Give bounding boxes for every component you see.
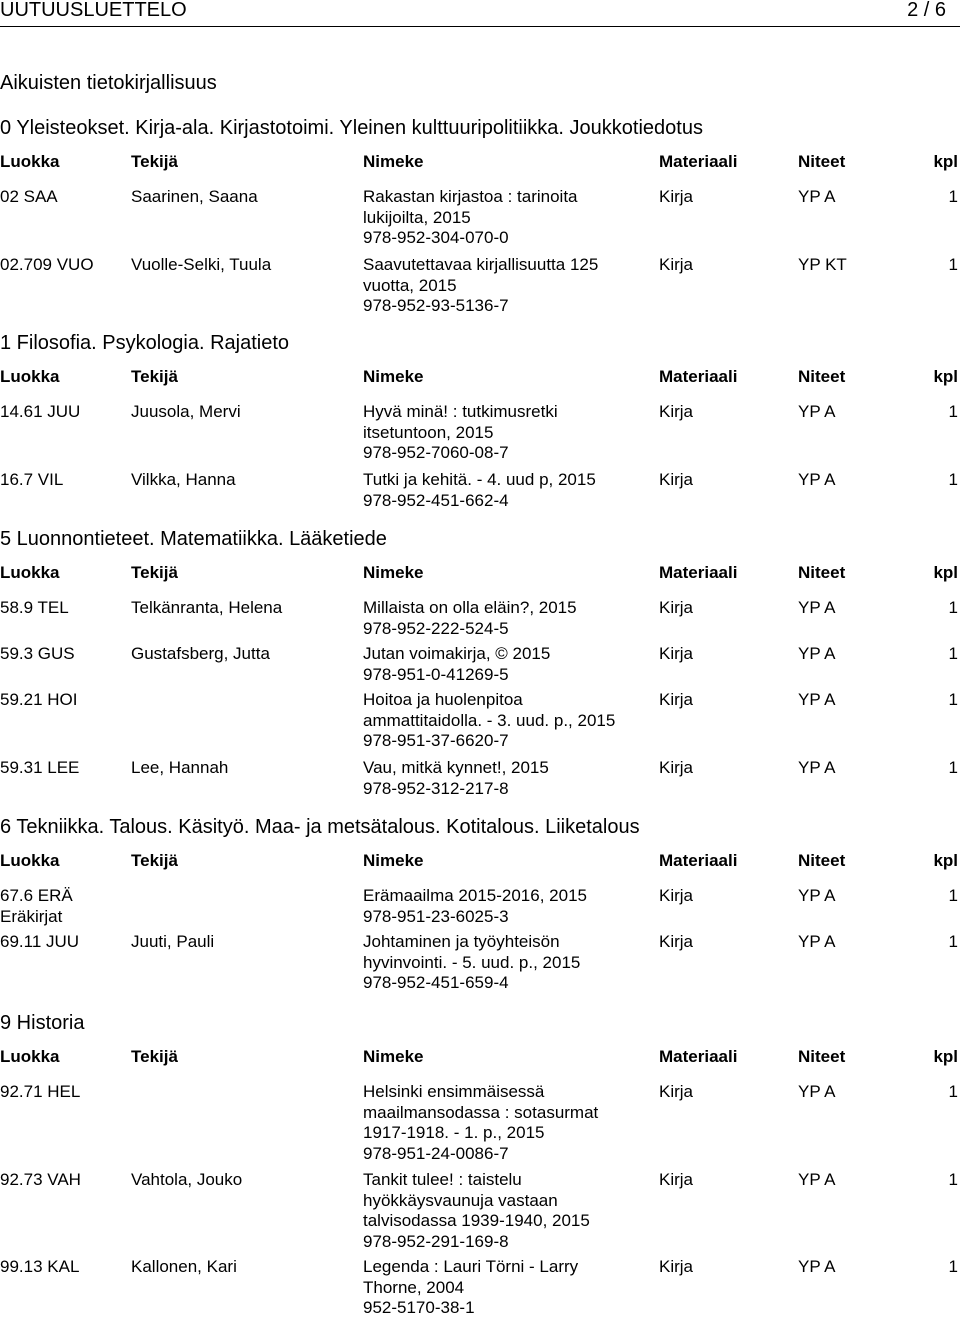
nimeke: Hoitoa ja huolenpitoa ammattitaidolla. - 3. uud. p., 2015 — [363, 690, 616, 730]
isbn: 978-952-304-070-0 — [363, 228, 509, 248]
nimeke-block — [363, 187, 633, 249]
kpl: 1 — [948, 932, 958, 951]
column-materiaali: Materiaali — [659, 563, 738, 582]
niteet: YP A — [798, 644, 836, 663]
luokka: 58.9 TEL — [0, 598, 69, 617]
isbn: 978-952-291-169-8 — [363, 1231, 509, 1251]
materiaali: Kirja — [659, 255, 694, 274]
nimeke: Tutki ja kehitä. - 4. uud p, 2015 — [363, 470, 596, 489]
column-niteet: Niteet — [798, 851, 846, 870]
section-title: 6 Tekniikka. Talous. Käsityö. Maa- ja metsätalous. Kotitalous. Liiketalous — [0, 816, 640, 838]
column-nimeke: Nimeke — [363, 1047, 424, 1066]
kpl: 1 — [948, 402, 958, 421]
tekija: Telkänranta, Helena — [131, 598, 283, 617]
column-luokka: Luokka — [0, 1047, 60, 1066]
kpl: 1 — [948, 1082, 958, 1101]
header-divider — [0, 26, 960, 27]
column-kpl: kpl — [933, 367, 958, 386]
isbn: 978-952-451-659-4 — [363, 973, 509, 993]
column-kpl: kpl — [933, 1047, 958, 1066]
section-title: 1 Filosofia. Psykologia. Rajatieto — [0, 332, 290, 354]
nimeke: Tankit tulee! : taistelu hyökkäysvaunuja vastaan talvisodassa 1939-1940, 2015 — [363, 1170, 590, 1231]
page-number: 2 / 6 — [907, 0, 946, 21]
section-title: 0 Yleisteokset. Kirja-ala. Kirjastotoimi. Yleinen kulttuuripolitiikka. Joukkotiedotus — [0, 117, 703, 139]
isbn: 978-951-37-6620-7 — [363, 731, 509, 751]
kpl: 1 — [948, 886, 958, 905]
materiaali: Kirja — [659, 886, 694, 905]
column-tekija: Tekijä — [131, 563, 178, 582]
luokka: 59.21 HOI — [0, 690, 78, 709]
tekija: Kallonen, Kari — [131, 1257, 237, 1276]
column-luokka: Luokka — [0, 152, 60, 171]
materiaali: Kirja — [659, 758, 694, 777]
nimeke: Helsinki ensimmäisessä maailmansodassa : sotasurmat 1917-1918. - 1. p., 2015 — [363, 1082, 599, 1143]
nimeke-block — [363, 470, 633, 511]
luokka: 92.73 VAH — [0, 1170, 81, 1189]
nimeke-block — [363, 255, 633, 317]
nimeke-block — [363, 886, 633, 927]
luokka: 59.3 GUS — [0, 644, 75, 663]
column-luokka: Luokka — [0, 851, 60, 870]
nimeke: Legenda : Lauri Törni - Larry Thorne, 2004 — [363, 1257, 579, 1297]
tekija: Vuolle-Selki, Tuula — [131, 255, 272, 274]
materiaali: Kirja — [659, 690, 694, 709]
column-materiaali: Materiaali — [659, 1047, 738, 1066]
nimeke: Jutan voimakirja, © 2015 — [363, 644, 551, 663]
kpl: 1 — [948, 644, 958, 663]
column-niteet: Niteet — [798, 1047, 846, 1066]
kpl: 1 — [948, 758, 958, 777]
isbn: 978-951-24-0086-7 — [363, 1143, 509, 1163]
column-header-row — [0, 1047, 960, 1071]
isbn: 978-952-451-662-4 — [363, 490, 509, 510]
column-tekija: Tekijä — [131, 851, 178, 870]
nimeke-block — [363, 758, 633, 799]
materiaali: Kirja — [659, 598, 694, 617]
nimeke-block — [363, 598, 633, 639]
nimeke: Millaista on olla eläin?, 2015 — [363, 598, 577, 617]
section-title: 5 Luonnontieteet. Matematiikka. Lääketiede — [0, 528, 387, 550]
tekija: Vilkka, Hanna — [131, 470, 236, 489]
nimeke-block — [363, 1257, 633, 1319]
nimeke-block — [363, 690, 633, 752]
nimeke-block — [363, 932, 633, 994]
column-header-row — [0, 563, 960, 587]
column-tekija: Tekijä — [131, 1047, 178, 1066]
luokka: 16.7 VIL — [0, 470, 64, 489]
tekija: Vahtola, Jouko — [131, 1170, 243, 1189]
materiaali: Kirja — [659, 1082, 694, 1101]
column-niteet: Niteet — [798, 563, 846, 582]
column-header-row — [0, 851, 960, 875]
nimeke-block — [363, 1082, 633, 1164]
isbn: 978-952-222-524-5 — [363, 618, 509, 638]
tekija: Juuti, Pauli — [131, 932, 215, 951]
niteet: YP A — [798, 1082, 836, 1101]
column-niteet: Niteet — [798, 367, 846, 386]
column-tekija: Tekijä — [131, 367, 178, 386]
column-luokka: Luokka — [0, 367, 60, 386]
column-materiaali: Materiaali — [659, 367, 738, 386]
niteet: YP A — [798, 758, 836, 777]
document-title: UUTUUSLUETTELO — [0, 0, 187, 21]
column-luokka: Luokka — [0, 563, 60, 582]
column-kpl: kpl — [933, 851, 958, 870]
niteet: YP A — [798, 1257, 836, 1276]
luokka: 59.31 LEE — [0, 758, 80, 777]
materiaali: Kirja — [659, 1170, 694, 1189]
column-niteet: Niteet — [798, 152, 846, 171]
kpl: 1 — [948, 1170, 958, 1189]
luokka: 02 SAA — [0, 187, 58, 206]
niteet: YP A — [798, 886, 836, 905]
kpl: 1 — [948, 470, 958, 489]
niteet: YP A — [798, 1170, 836, 1189]
nimeke: Erämaailma 2015-2016, 2015 — [363, 886, 587, 905]
luokka: 99.13 KAL — [0, 1257, 80, 1276]
luokka: 67.6 ERÄ Eräkirjat — [0, 886, 73, 926]
kpl: 1 — [948, 690, 958, 709]
column-materiaali: Materiaali — [659, 851, 738, 870]
niteet: YP A — [798, 598, 836, 617]
kpl: 1 — [948, 598, 958, 617]
materiaali: Kirja — [659, 470, 694, 489]
luokka: 92.71 HEL — [0, 1082, 81, 1101]
nimeke-block — [363, 644, 633, 685]
column-kpl: kpl — [933, 152, 958, 171]
niteet: YP A — [798, 690, 836, 709]
luokka: 69.11 JUU — [0, 932, 80, 951]
nimeke-block — [363, 1170, 633, 1252]
luokka: 02.709 VUO — [0, 255, 94, 274]
nimeke-block — [363, 402, 633, 464]
luokka: 14.61 JUU — [0, 402, 81, 421]
column-nimeke: Nimeke — [363, 563, 424, 582]
kpl: 1 — [948, 187, 958, 206]
kpl: 1 — [948, 1257, 958, 1276]
nimeke: Johtaminen ja työyhteisön hyvinvointi. - 5. uud. p., 2015 — [363, 932, 581, 972]
materiaali: Kirja — [659, 932, 694, 951]
column-nimeke: Nimeke — [363, 851, 424, 870]
nimeke: Hyvä minä! : tutkimusretki itsetuntoon, 2015 — [363, 402, 558, 442]
nimeke: Vau, mitkä kynnet!, 2015 — [363, 758, 549, 777]
isbn: 978-952-93-5136-7 — [363, 296, 509, 316]
isbn: 978-951-0-41269-5 — [363, 664, 509, 684]
nimeke: Saavutettavaa kirjallisuutta 125 vuotta, 2015 — [363, 255, 599, 295]
isbn: 978-951-23-6025-3 — [363, 906, 509, 926]
niteet: YP A — [798, 932, 836, 951]
niteet: YP A — [798, 470, 836, 489]
materiaali: Kirja — [659, 402, 694, 421]
materiaali: Kirja — [659, 644, 694, 663]
niteet: YP A — [798, 187, 836, 206]
column-materiaali: Materiaali — [659, 152, 738, 171]
tekija: Saarinen, Saana — [131, 187, 258, 206]
catalog-heading: Aikuisten tietokirjallisuus — [0, 72, 217, 94]
kpl: 1 — [948, 255, 958, 274]
niteet: YP A — [798, 402, 836, 421]
isbn: 978-952-312-217-8 — [363, 778, 509, 798]
column-header-row — [0, 367, 960, 391]
tekija: Gustafsberg, Jutta — [131, 644, 270, 663]
isbn: 978-952-7060-08-7 — [363, 443, 509, 463]
column-nimeke: Nimeke — [363, 152, 424, 171]
isbn: 952-5170-38-1 — [363, 1298, 475, 1318]
column-kpl: kpl — [933, 563, 958, 582]
column-header-row — [0, 152, 960, 176]
section-title: 9 Historia — [0, 1012, 85, 1034]
nimeke: Rakastan kirjastoa : tarinoita lukijoilta, 2015 — [363, 187, 578, 227]
tekija: Juusola, Mervi — [131, 402, 241, 421]
niteet: YP KT — [798, 255, 847, 274]
tekija: Lee, Hannah — [131, 758, 229, 777]
column-nimeke: Nimeke — [363, 367, 424, 386]
materiaali: Kirja — [659, 1257, 694, 1276]
materiaali: Kirja — [659, 187, 694, 206]
column-tekija: Tekijä — [131, 152, 178, 171]
